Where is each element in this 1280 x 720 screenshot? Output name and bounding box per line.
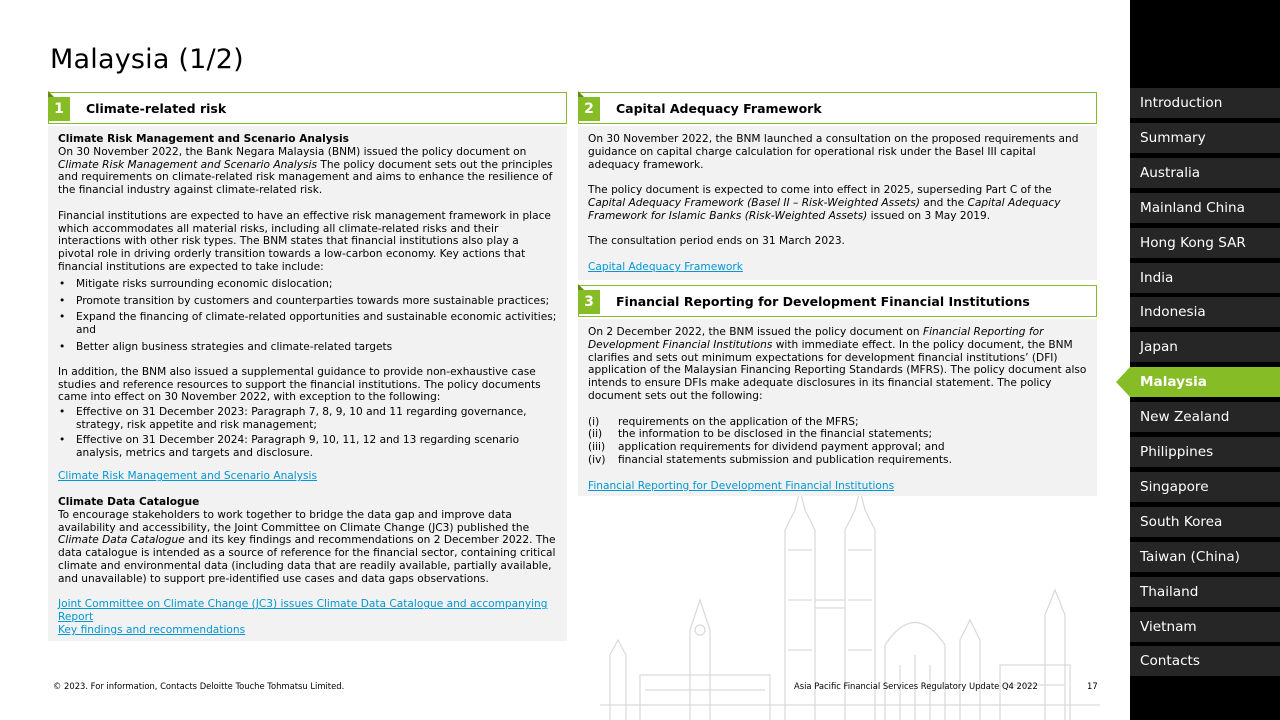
footer-publication: Asia Pacific Financial Services Regulatory Update Q4 2022 xyxy=(794,681,1038,691)
frdfi-link[interactable]: Financial Reporting for Development Financial Institutions xyxy=(588,479,895,492)
nav-item-australia[interactable]: Australia xyxy=(1130,158,1280,188)
nav-item-introduction[interactable]: Introduction xyxy=(1130,88,1280,118)
list-item: • Effective on 31 December 2023: Paragraph 7, 8, 9, 10 and 11 regarding governance, strategy, risk appetite and risk management; xyxy=(58,406,557,432)
crm-link[interactable]: Climate Risk Management and Scenario Analysis xyxy=(58,470,317,483)
nav-item-new-zealand[interactable]: New Zealand xyxy=(1130,402,1280,432)
caf-link[interactable]: Capital Adequacy Framework xyxy=(588,260,743,273)
caf-paragraph-1: On 30 November 2022, the BNM launched a consultation on the proposed requirements and guidance on capital charge calculation for operational risk under the Basel III capital adequacy framework. xyxy=(588,133,1079,171)
list-item: (iv) financial statements submission and publication requirements. xyxy=(588,453,952,466)
cdc-paragraph: To encourage stakeholders to work together to bridge the data gap and improve data availability and accessibility, the Joint Committee on Climate Change (JC3) published the Climate Data Catalogue and its key findings and recommendations on 2 December 2022. The data catalogue is intended as a source of reference for the financial sector, containing critical climate and environmental data (including data that are readily available, partially available, and unavailable) to support pre-identified use cases and data gaps observations. xyxy=(58,508,556,585)
section-3-heading: Financial Reporting for Development Financial Institutions xyxy=(616,294,1030,309)
key-actions-list xyxy=(58,278,557,354)
caf-paragraph-2: The policy document is expected to come into effect in 2025, superseding Part C of the Capital Adequacy Framework (Basel II – Risk-Weighted Assets) and the Capital Adequacy Framework for Islamic Banks (Risk-Weighted Assets) issued on 3 May 2019. xyxy=(588,184,1061,222)
section-1-body xyxy=(48,126,567,641)
nav-item-india[interactable]: India xyxy=(1130,263,1280,293)
nav-item-philippines[interactable]: Philippines xyxy=(1130,437,1280,467)
section-1-header xyxy=(48,92,567,124)
list-item: (i) requirements on the application of the MFRS; xyxy=(588,415,859,428)
nav-item-contacts[interactable]: Contacts xyxy=(1130,646,1280,676)
crm-paragraph-1: On 30 November 2022, the Bank Negara Malaysia (BNM) issued the policy document on Climate Risk Management and Scenario Analysis The policy document sets out the principles and requirements on climate-related risk management and aims to enhance the resilience of the financial industry against climate-related risk. xyxy=(58,145,553,197)
exceptions-list xyxy=(58,406,557,459)
nav-item-japan[interactable]: Japan xyxy=(1130,332,1280,362)
nav-item-thailand[interactable]: Thailand xyxy=(1130,577,1280,607)
crm-paragraph-2: Financial institutions are expected to have an effective risk management framework in place which accommodates all material risks, including all climate-related risks and their interactions with other risk types. The BNM states that financial institutions also play a pivotal role in driving orderly transition towards a low-carbon economy. Key actions that financial institutions are expected to take include: xyxy=(58,209,551,273)
page-number: 17 xyxy=(1087,681,1098,691)
section-2-heading: Capital Adequacy Framework xyxy=(616,101,822,116)
footer-copyright: © 2023. For information, Contacts Deloitte Touche Tohmatsu Limited. xyxy=(53,681,345,691)
list-item: • Effective on 31 December 2024: Paragraph 9, 10, 11, 12 and 13 regarding scenario analysis, metrics and targets and disclosure. xyxy=(58,434,557,460)
nav-item-singapore[interactable]: Singapore xyxy=(1130,472,1280,502)
list-item: (ii) the information to be disclosed in the financial statements; xyxy=(588,428,933,441)
page-title: Malaysia (1/2) xyxy=(50,44,244,75)
crm-paragraph-3: In addition, the BNM also issued a supplemental guidance to provide non-exhaustive case studies and reference resources to support the financial institutions. The policy documents came into effect on 30 November 2022, with exception to the following: xyxy=(58,365,541,404)
crm-title: Climate Risk Management and Scenario Analysis xyxy=(58,133,349,145)
nav-item-malaysia[interactable]: Malaysia xyxy=(1130,367,1280,397)
nav-item-summary[interactable]: Summary xyxy=(1130,123,1280,153)
list-item: (iii) application requirements for dividend payment approval; and xyxy=(588,441,945,454)
section-3-body xyxy=(578,319,1097,496)
section-1-number: 1 xyxy=(48,97,70,121)
caf-paragraph-3: The consultation period ends on 31 March 2023. xyxy=(588,235,845,248)
list-item: • Better align business strategies and climate-related targets xyxy=(58,341,557,354)
jc3-link[interactable]: Joint Committee on Climate Change (JC3) issues Climate Data Catalogue and accompanying Report xyxy=(58,598,548,624)
nav-item-south-korea[interactable]: South Korea xyxy=(1130,507,1280,537)
nav-item-taiwan-china[interactable]: Taiwan (China) xyxy=(1130,542,1280,572)
country-navigation xyxy=(1130,0,1280,720)
section-2-header xyxy=(578,92,1097,124)
list-item: • Promote transition by customers and counterparties towards more sustainable practices; xyxy=(58,295,557,308)
active-nav-indicator xyxy=(1116,367,1130,397)
section-2-number: 2 xyxy=(578,97,600,121)
section-1-heading: Climate-related risk xyxy=(86,101,227,116)
list-item: • Mitigate risks surrounding economic dislocation; xyxy=(58,278,557,291)
section-3-header xyxy=(578,285,1097,317)
key-findings-link[interactable]: Key findings and recommendations xyxy=(58,623,246,636)
nav-item-indonesia[interactable]: Indonesia xyxy=(1130,297,1280,327)
section-2-body xyxy=(578,126,1097,280)
nav-item-mainland-china[interactable]: Mainland China xyxy=(1130,193,1280,223)
section-3-number: 3 xyxy=(578,290,600,314)
nav-item-hong-kong-sar[interactable]: Hong Kong SAR xyxy=(1130,228,1280,258)
cdc-title: Climate Data Catalogue xyxy=(58,495,200,508)
frdfi-paragraph: On 2 December 2022, the BNM issued the policy document on Financial Reporting for Development Financial Institutions with immediate effect. In the policy document, the BNM clarifies and sets out minimum expectations for development financial institutions’ (DFI) application of the Malaysian Financing Reporting Standards (MFRS). The policy document also intends to ensure DFIs make adequate disclosures in its financial statement. The policy document sets out the following: xyxy=(588,326,1087,402)
list-item: • Expand the financing of climate-related opportunities and sustainable economic activities; and xyxy=(58,311,557,337)
nav-item-vietnam[interactable]: Vietnam xyxy=(1130,612,1280,642)
